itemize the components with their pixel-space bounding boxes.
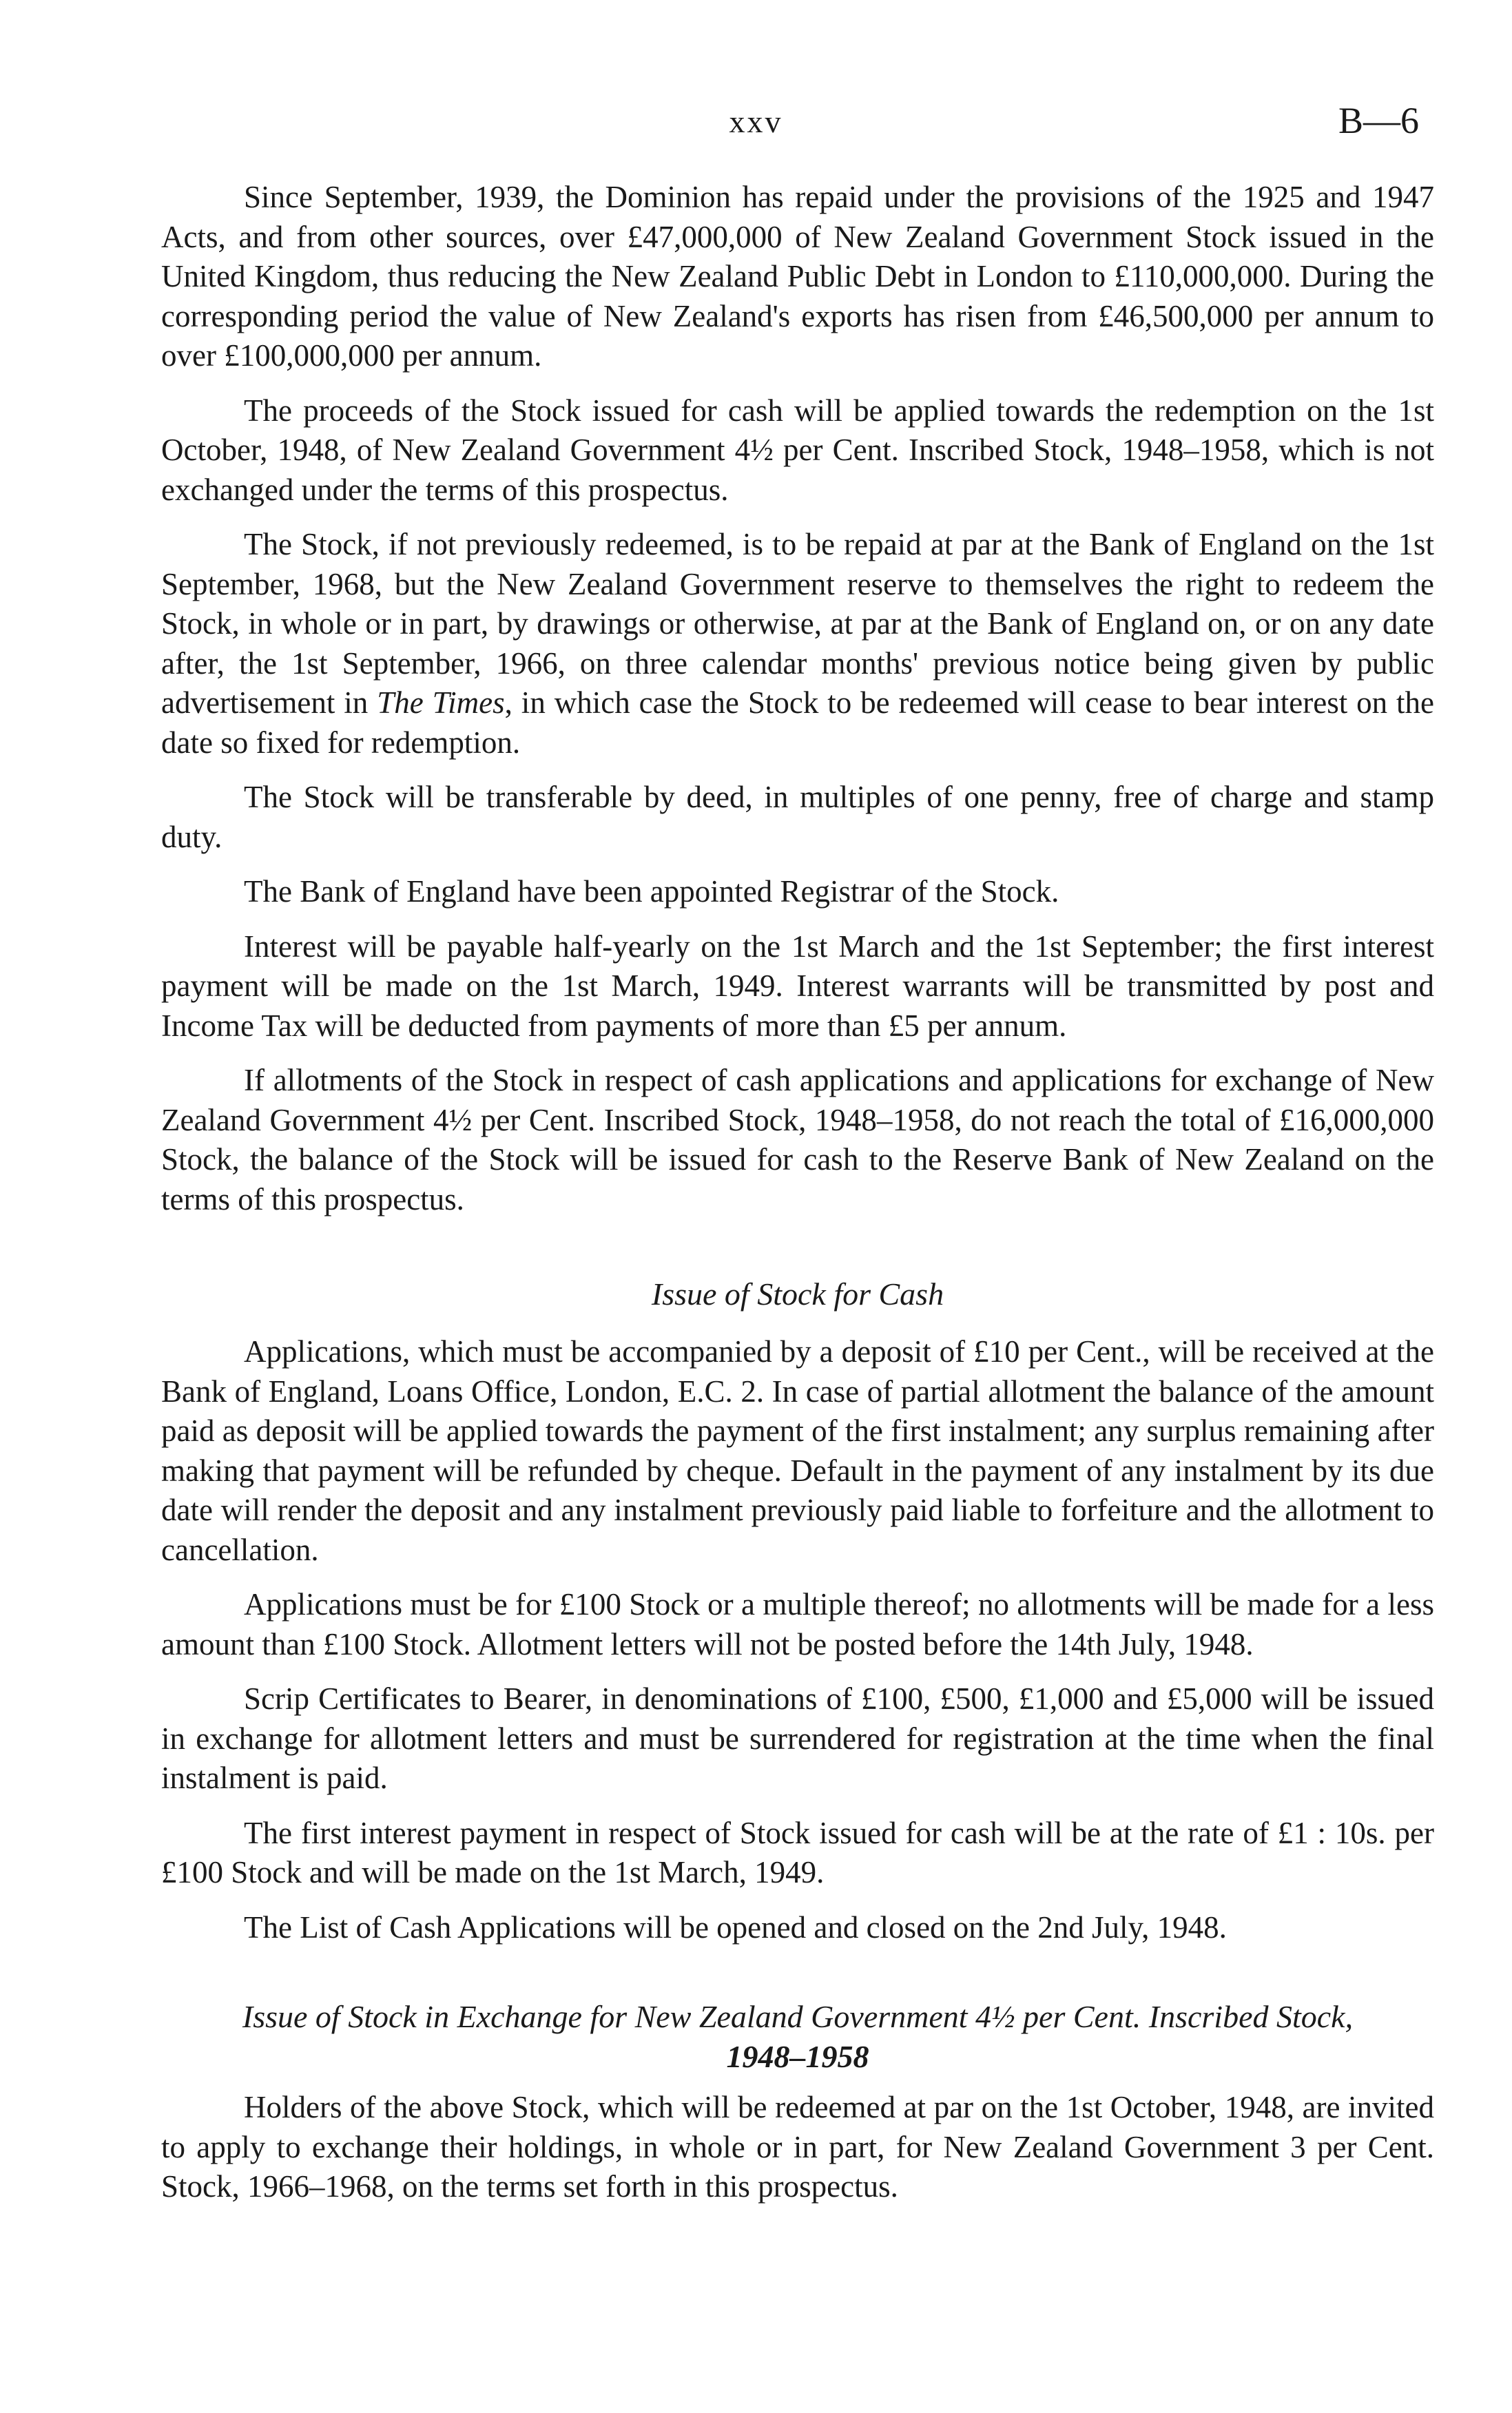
paragraph-proceeds: The proceeds of the Stock issued for cash will be applied towards the redemption on the 1st October, 1948, of New Zealand Government 4½ per Cent. Inscribed Stock, 1948–1958, which is not exchanged under the terms of this prospectus. bbox=[161, 393, 1434, 507]
paragraph-scrip-certificates: Scrip Certificates to Bearer, in denominations of £100, £500, £1,000 and £5,000 will be issued in exchange for allotment letters and must be surrendered for registration at the time when the final instalment is paid. bbox=[161, 1681, 1434, 1795]
paragraph-redemption bbox=[161, 525, 1434, 763]
redemption-text-start: The Stock, if not previously redeemed, is to be repaid at par at the Bank of England on the 1st September, 1968, but the New Zealand Government reserve to themselves the right to redeem the Stock, in whole or in part, by drawings or otherwise, at par at the Bank of England on, or on any date after, the 1st September, 1966, on three calendar months' previous notice being given by public advertisement in bbox=[161, 527, 1434, 720]
exchange-heading-text: Issue of Stock in Exchange for New Zealand Government 4½ per Cent. Inscribed Stock, bbox=[242, 1999, 1354, 2034]
body-text bbox=[161, 178, 1434, 2222]
paragraph-debt-repayment: Since September, 1939, the Dominion has repaid under the provisions of the 1925 and 1947 Acts, and from other sources, over £47,000,000 of New Zealand Government Stock issued in the United Kingdom, thus reducing the New Zealand Public Debt in London to £110,000,000. During the corresponding period the value of New Zealand's exports has risen from £46,500,000 per annum to over £100,000,000 per annum. bbox=[161, 180, 1434, 373]
section-heading-cash: Issue of Stock for Cash bbox=[651, 1276, 944, 1312]
page-numeral: xxv bbox=[729, 104, 783, 139]
paragraph-allotments: If allotments of the Stock in respect of cash applications and applications for exchange of New Zealand Government 4½ per Cent. Inscribed Stock, 1948–1958, do not reach the total of £16,000,000 Stock, the balance of the Stock will be issued for cash to the Reserve Bank of New Zealand on the terms of this prospectus. bbox=[161, 1063, 1434, 1216]
paragraph-exchange-invitation: Holders of the above Stock, which will be redeemed at par on the 1st October, 1948, are invited to apply to exchange their holdings, in whole or in part, for New Zealand Government 3 per Cent. Stock, 1966–1968, on the terms set forth in this prospectus. bbox=[161, 2090, 1434, 2204]
redemption-text-end: , in which case the Stock to be redeemed will cease to bear interest on the date so fixed for redemption. bbox=[161, 685, 1434, 760]
paragraph-registrar: The Bank of England have been appointed Registrar of the Stock. bbox=[244, 874, 1059, 909]
paragraph-applications: Applications, which must be accompanied by a deposit of £10 per Cent., will be received at the Bank of England, Loans Office, London, E.C. 2. In case of partial allotment the balance of the amount paid as deposit will be applied towards the payment of the first instalment; any surplus remaining after making that payment will be refunded by cheque. Default in the payment of any instalment by its due date will render the deposit and any instalment previously paid liable to forfeiture and the allotment to cancellation. bbox=[161, 1334, 1434, 1567]
paragraph-interest: Interest will be payable half-yearly on the 1st March and the 1st September; the first interest payment will be made on the 1st March, 1949. Interest warrants will be transmitted by post and Income Tax will be deducted from payments of more than £5 per annum. bbox=[161, 929, 1434, 1043]
paragraph-minimum-amount: Applications must be for £100 Stock or a multiple thereof; no allotments will be made for a less amount than £100 Stock. Allotment letters will not be posted before the 14th July, 1948. bbox=[161, 1587, 1434, 1661]
exchange-heading-years: 1948–1958 bbox=[726, 2039, 869, 2074]
section-heading-exchange bbox=[161, 1997, 1434, 2077]
paragraph-transfer: The Stock will be transferable by deed, in multiples of one penny, free of charge and stamp duty. bbox=[161, 780, 1434, 854]
paragraph-first-interest: The first interest payment in respect of Stock issued for cash will be at the rate of £1 : 10s. per £100 Stock and will be made on the 1st March, 1949. bbox=[161, 1815, 1434, 1889]
paragraph-list-opening: The List of Cash Applications will be opened and closed on the 2nd July, 1948. bbox=[244, 1909, 1227, 1945]
newspaper-title: The Times bbox=[377, 685, 505, 720]
document-reference: B—6 bbox=[1338, 100, 1419, 141]
